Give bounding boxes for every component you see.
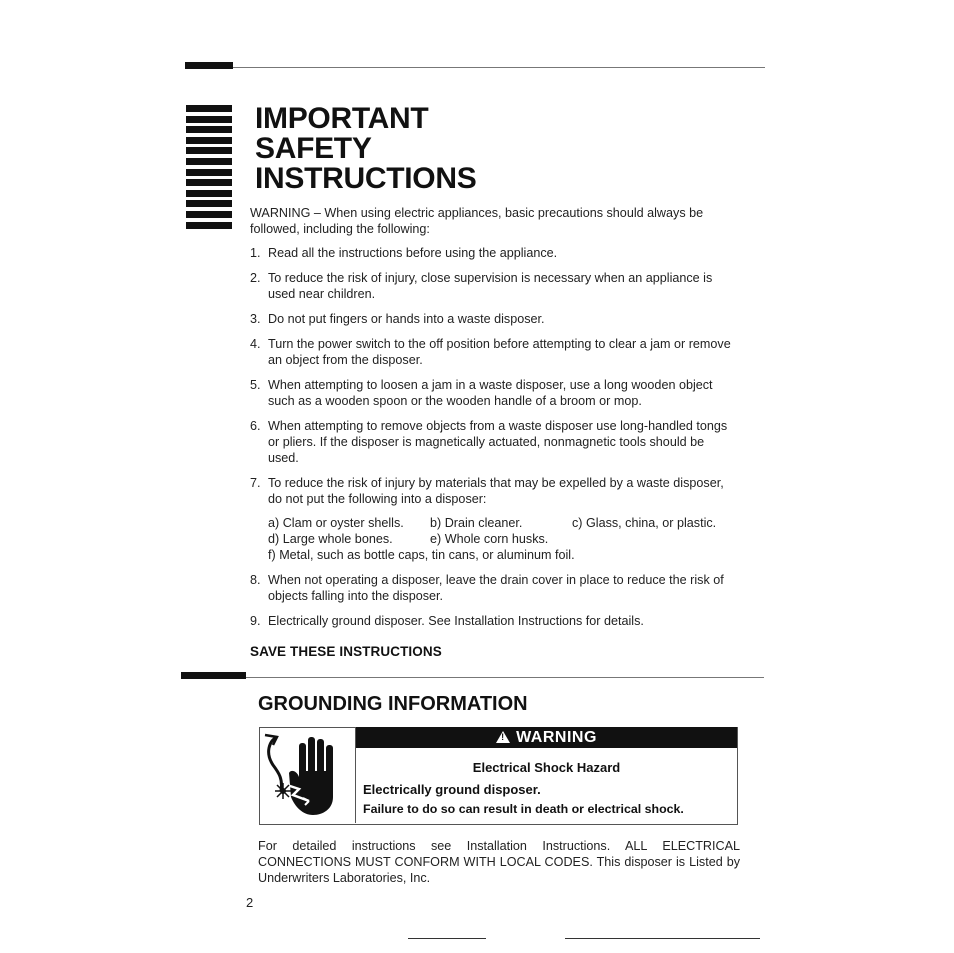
item-text: Turn the power switch to the off position before attempting to clear a jam or remove an object from the disposer. <box>268 337 731 367</box>
title-line-1: IMPORTANT <box>255 102 429 135</box>
item-text: To reduce the risk of injury by materials that may be expelled by a waste disposer, do not put the following into a disposer: <box>268 476 724 506</box>
save-instructions: SAVE THESE INSTRUCTIONS <box>250 644 442 659</box>
item-number: 7. <box>250 476 261 490</box>
safety-list <box>250 245 735 638</box>
sub-items <box>268 515 735 563</box>
footer-rule-right <box>565 938 760 939</box>
item-number: 8. <box>250 573 261 587</box>
list-item <box>250 336 735 368</box>
item-number: 6. <box>250 419 261 433</box>
item-number: 2. <box>250 271 261 285</box>
top-divider <box>233 67 765 68</box>
electric-shock-hand-icon <box>259 727 355 823</box>
warning-header <box>356 727 737 748</box>
page-number: 2 <box>246 895 254 910</box>
hazard-instruction: Electrically ground disposer. <box>363 782 541 797</box>
item-text: Do not put fingers or hands into a waste disposer. <box>268 312 545 326</box>
item-number: 4. <box>250 337 261 351</box>
list-item <box>250 245 735 261</box>
warning-triangle-icon <box>496 731 510 743</box>
sub-item-b: b) Drain cleaner. <box>430 516 523 530</box>
detail-paragraph: For detailed instructions see Installation Instructions. ALL ELECTRICAL CONNECTIONS MUST CONFORM WITH LOCAL CODES. This disposer is Listed by Underwriters Laboratories, Inc. <box>258 839 740 885</box>
sub-item-c: c) Glass, china, or plastic. <box>572 516 717 530</box>
footer-rule-left <box>408 938 486 939</box>
page-title <box>255 104 476 194</box>
sub-item-e: e) Whole corn husks. <box>430 532 549 546</box>
list-item <box>250 377 735 409</box>
item-text: To reduce the risk of injury, close supervision is necessary when an appliance is used near children. <box>268 271 713 301</box>
item-text: When not operating a disposer, leave the drain cover in place to reduce the risk of objects falling into the disposer. <box>268 573 724 603</box>
sub-item-d: d) Large whole bones. <box>268 532 393 546</box>
item-number: 9. <box>250 614 261 628</box>
title-line-3: INSTRUCTIONS <box>255 162 477 195</box>
list-item <box>250 475 735 563</box>
warning-header-label: WARNING <box>516 728 597 746</box>
list-item <box>250 613 735 629</box>
item-text: When attempting to remove objects from a waste disposer use long-handled tongs or pliers. If the disposer is magnetically actuated, nonmagnetic tools should be used. <box>268 419 728 465</box>
item-number: 5. <box>250 378 261 392</box>
list-item <box>250 311 735 327</box>
hazard-title: Electrical Shock Hazard <box>472 760 621 775</box>
warning-intro: WARNING – When using electric appliances, basic precautions should always be followed, including the following: <box>250 206 704 236</box>
top-black-bar <box>185 62 233 69</box>
list-item <box>250 572 735 604</box>
item-text: When attempting to loosen a jam in a waste disposer, use a long wooden object such as a wooden spoon or the wooden handle of a broom or mop. <box>268 378 713 408</box>
item-number: 3. <box>250 312 261 326</box>
item-text: Electrically ground disposer. See Installation Instructions for details. <box>268 614 644 628</box>
list-item <box>250 418 735 466</box>
list-item <box>250 270 735 302</box>
hazard-consequence: Failure to do so can result in death or electrical shock. <box>363 802 684 816</box>
warning-icon-cell <box>259 727 356 823</box>
sub-item-f: f) Metal, such as bottle caps, tin cans, or aluminum foil. <box>268 548 575 562</box>
item-text: Read all the instructions before using the appliance. <box>268 246 558 260</box>
section-stripes <box>186 105 232 238</box>
sub-item-a: a) Clam or oyster shells. <box>268 516 404 530</box>
title-line-2: SAFETY <box>255 132 372 165</box>
grounding-heading: GROUNDING INFORMATION <box>258 693 528 715</box>
item-number: 1. <box>250 246 261 260</box>
section-divider <box>246 677 764 678</box>
section-black-bar <box>181 672 246 679</box>
